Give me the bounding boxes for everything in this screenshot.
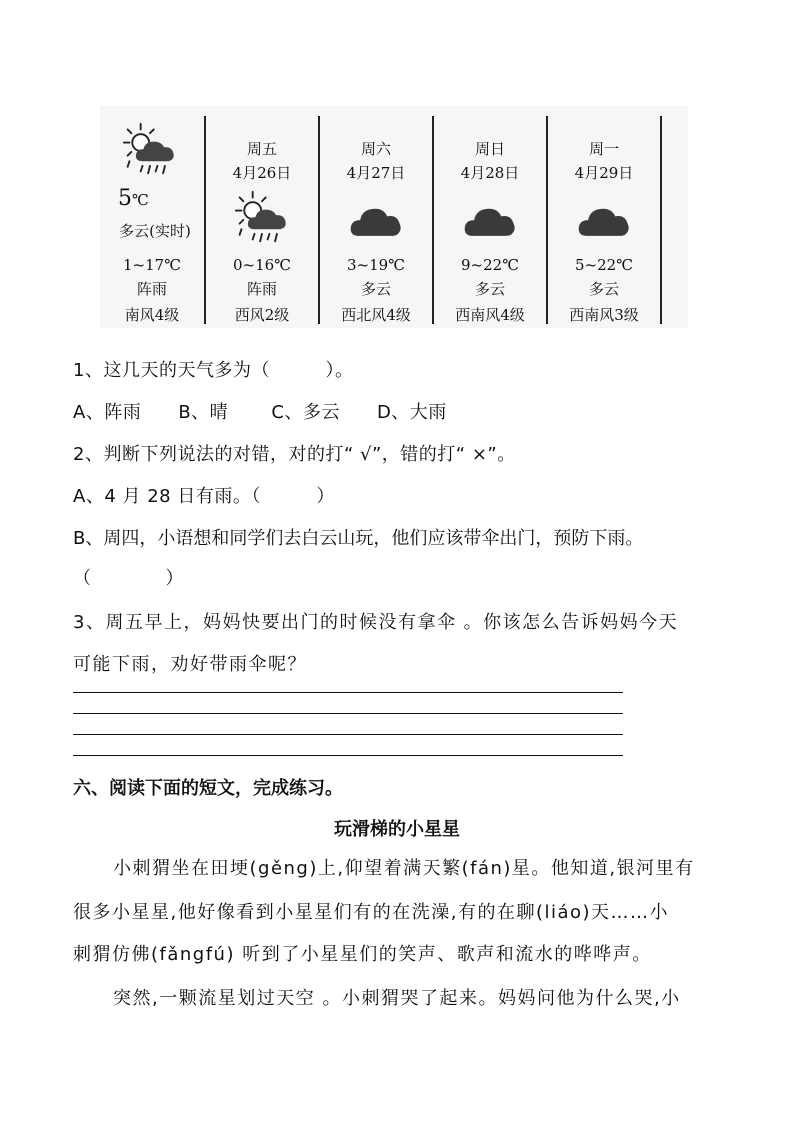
current-range: 1~17℃ [123,256,181,274]
day-wind: 西南风4级 [455,306,525,324]
day-range: 9~22℃ [461,256,519,274]
day-condition: 多云 [588,280,619,298]
day-condition: 多云 [474,280,505,298]
day-condition: 多云 [360,280,391,298]
answer-line [73,734,623,735]
answer-line [73,692,623,693]
weather-day-fri [206,118,318,328]
cloud-icon [348,202,404,240]
day-name: 周六 [360,140,391,158]
current-temp-value: 5 [118,186,132,211]
passage-line: 刺猬仿佛(fǎngfú) 听到了小星星们的笑声、歌声和流水的哗哗声。 [73,944,652,965]
day-date: 4月29日 [574,164,634,182]
passage-line: 突然,一颗流星划过天空 。小刺猬哭了起来。妈妈问他为什么哭,小 [113,988,681,1009]
answer-line [73,713,623,714]
weather-day-sun [434,118,546,328]
passage-title: 玩滑梯的小星星 [334,819,460,840]
day-range: 0~16℃ [233,256,291,274]
day-wind: 西南风3级 [569,306,639,324]
question-2-b: B、周四，小语想和同学们去白云山玩，他们应该带伞出门，预防下雨。 [73,528,644,549]
day-wind: 西北风4级 [341,306,411,324]
question-2: 2、判断下列说法的对错，对的打“ √”，错的打“ ×”。 [73,444,516,465]
day-wind: 西风2级 [234,306,290,324]
day-date: 4月27日 [346,164,406,182]
sun-rain-icon [122,122,178,178]
question-3-line-2: 可能下雨，劝好带雨伞呢？ [73,654,307,675]
day-condition: 阵雨 [246,280,277,298]
question-2-b-answer-paren: （ ） [73,568,184,589]
question-2-a: A、4 月 28 日有雨。（ ） [73,486,335,507]
weather-day-sat [320,118,432,328]
day-name: 周五 [246,140,277,158]
cloud-icon [462,202,518,240]
current-temp-unit: ℃ [132,191,149,209]
day-date: 4月26日 [232,164,292,182]
weather-day-mon [548,118,660,328]
weather-current [100,118,204,328]
day-name: 周日 [474,140,505,158]
sun-rain-icon [234,190,290,246]
passage-line: 很多小星星,他好像看到小星星们有的在洗澡,有的在聊(liáo)天……小 [73,902,670,923]
day-range: 5~22℃ [575,256,633,274]
answer-line [73,755,623,756]
question-3-line-1: 3、周五早上，妈妈快要出门的时候没有拿伞 。你该怎么告诉妈妈今天 [73,612,679,633]
current-wind: 南风4级 [124,306,180,324]
passage-line: 小刺猬坐在田埂(gěng)上,仰望着满天繁(fán)星。他知道,银河里有 [113,858,695,879]
day-range: 3~19℃ [347,256,405,274]
column-divider [660,116,662,324]
day-date: 4月28日 [460,164,520,182]
current-condition: 阵雨 [136,280,167,298]
day-name: 周一 [588,140,619,158]
question-1: 1、这几天的天气多为（ ）。 [73,360,354,381]
current-desc: 多云(实时) [119,222,191,240]
cloud-icon [576,202,632,240]
weather-forecast-table [100,106,688,328]
section-heading: 六、阅读下面的短文，完成练习。 [73,778,343,799]
question-1-options: A、阵雨 B、晴 C、多云 D、大雨 [73,402,447,423]
